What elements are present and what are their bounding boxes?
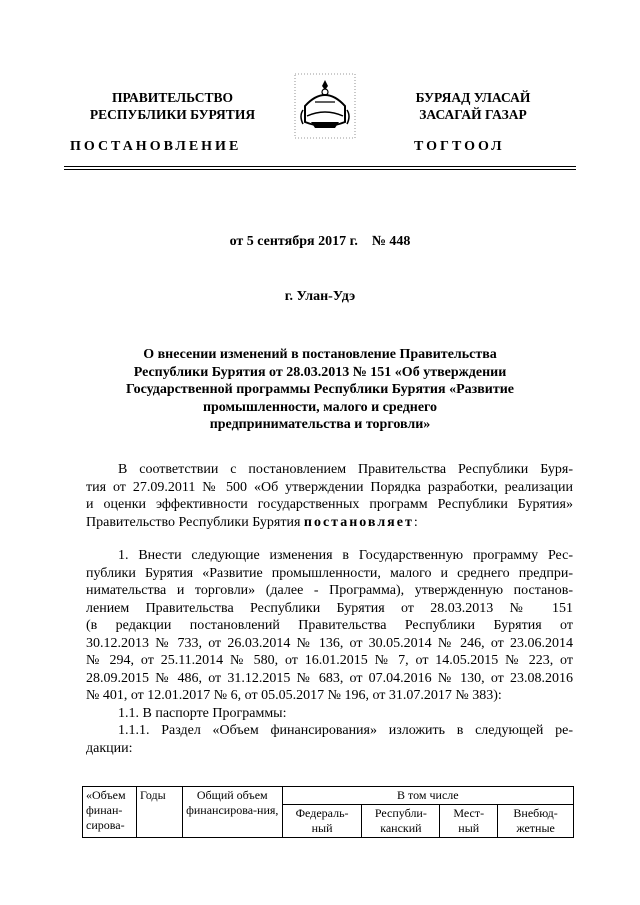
item-1-1: 1.1. В паспорте Программы:: [118, 705, 287, 721]
city: г. Улан-Удэ: [284, 289, 356, 304]
text-line: лением Правительства Республики Бурятия от 28.03.2013 № 151: [86, 600, 573, 616]
gov-name-bur-line2: ЗАСАГАЙ ГАЗАР: [419, 107, 527, 122]
doc-type-bur: ТОГТООЛ: [414, 139, 505, 154]
gov-name-line1: ПРАВИТЕЛЬСТВО: [111, 90, 233, 105]
text-line: нимательства и торговли» (далее - Программа), утвержденную постанов-: [86, 583, 573, 598]
text-line: публики Бурятия «Развитие промышленности, малого и среднего предпри-: [86, 565, 573, 581]
text-line: № 294, от 25.11.2014 № 580, от 16.01.2015 № 7, от 14.05.2015 № 223, от: [86, 653, 573, 668]
document-title: [100, 346, 540, 434]
col-including: В том числе: [282, 787, 573, 805]
text-line: 1. Внести следующие изменения в Государственную программу Рес-: [118, 548, 573, 563]
text-line: [86, 514, 573, 532]
sub-federal: Федераль-ный: [282, 805, 362, 838]
text-line: № 401, от 12.01.2017 № 6, от 05.05.2017 № 196, от 31.07.2017 № 383):: [86, 688, 502, 703]
sub-local: Мест-ный: [440, 805, 498, 838]
item-1-1-1-line: 1.1.1. Раздел «Объем финансирования» изложить в следующей ре-: [118, 723, 573, 738]
gov-name-bur-line1: БУРЯАД УЛАСАЙ: [415, 90, 531, 105]
text-line: и оценки эффективности государственных программ Республики Бурятия»: [86, 497, 573, 512]
text-line: В соответствии с постановлением Правительства Республики Буря-: [118, 462, 573, 477]
header-right: [378, 89, 568, 123]
table-header-row: [83, 787, 574, 805]
preamble-paragraph: [86, 461, 573, 531]
header-divider-top: [64, 166, 576, 167]
sub-extra-budget: Внебюд-жетные: [498, 805, 574, 838]
title-line: промышленности, малого и среднего: [202, 399, 438, 415]
preamble-suffix: :: [413, 514, 418, 530]
preamble-prefix: Правительство Республики Бурятия: [86, 514, 304, 530]
resolves-word: постановляет: [303, 514, 414, 530]
gov-name-line2: РЕСПУБЛИКИ БУРЯТИЯ: [89, 107, 256, 122]
date-number: от 5 сентября 2017 г. № 448: [229, 234, 411, 249]
coat-of-arms-icon: [293, 72, 357, 140]
title-line: Республики Бурятия от 28.03.2013 № 151 «Об утверждении: [133, 364, 507, 380]
financing-table: [82, 786, 574, 838]
doc-type-ru: ПОСТАНОВЛЕНИЕ: [70, 139, 242, 154]
title-line: О внесении изменений в постановление Правительства: [143, 347, 497, 362]
title-line: Государственной программы Республики Бурятия «Развитие: [125, 382, 515, 397]
text-line: 28.09.2015 № 486, от 31.12.2015 № 683, от 07.04.2016 № 130, от 23.08.2016: [86, 670, 573, 686]
sub-republic: Республи-канский: [362, 805, 440, 838]
col-years: Годы: [136, 787, 182, 838]
text-line: (в редакции постановлений Правительства Республики Бурятия от: [86, 618, 573, 633]
item-1-paragraph: [86, 547, 573, 757]
col-total: Общий объем финансирова-ния,: [182, 787, 282, 838]
item-1-1-1-line: дакции:: [86, 740, 133, 756]
text-line: 30.12.2013 № 733, от 26.03.2014 № 136, от 30.05.2014 № 246, от 23.06.2014: [86, 635, 573, 651]
col-financing-volume: «Объем финан-сирова-: [83, 787, 137, 838]
title-line: предпринимательства и торговли»: [209, 417, 431, 432]
header-divider-bottom: [64, 169, 576, 170]
text-line: тия от 27.09.2011 № 500 «Об утверждении Порядка разработки, реализации: [86, 479, 573, 495]
header-left: [60, 89, 285, 123]
